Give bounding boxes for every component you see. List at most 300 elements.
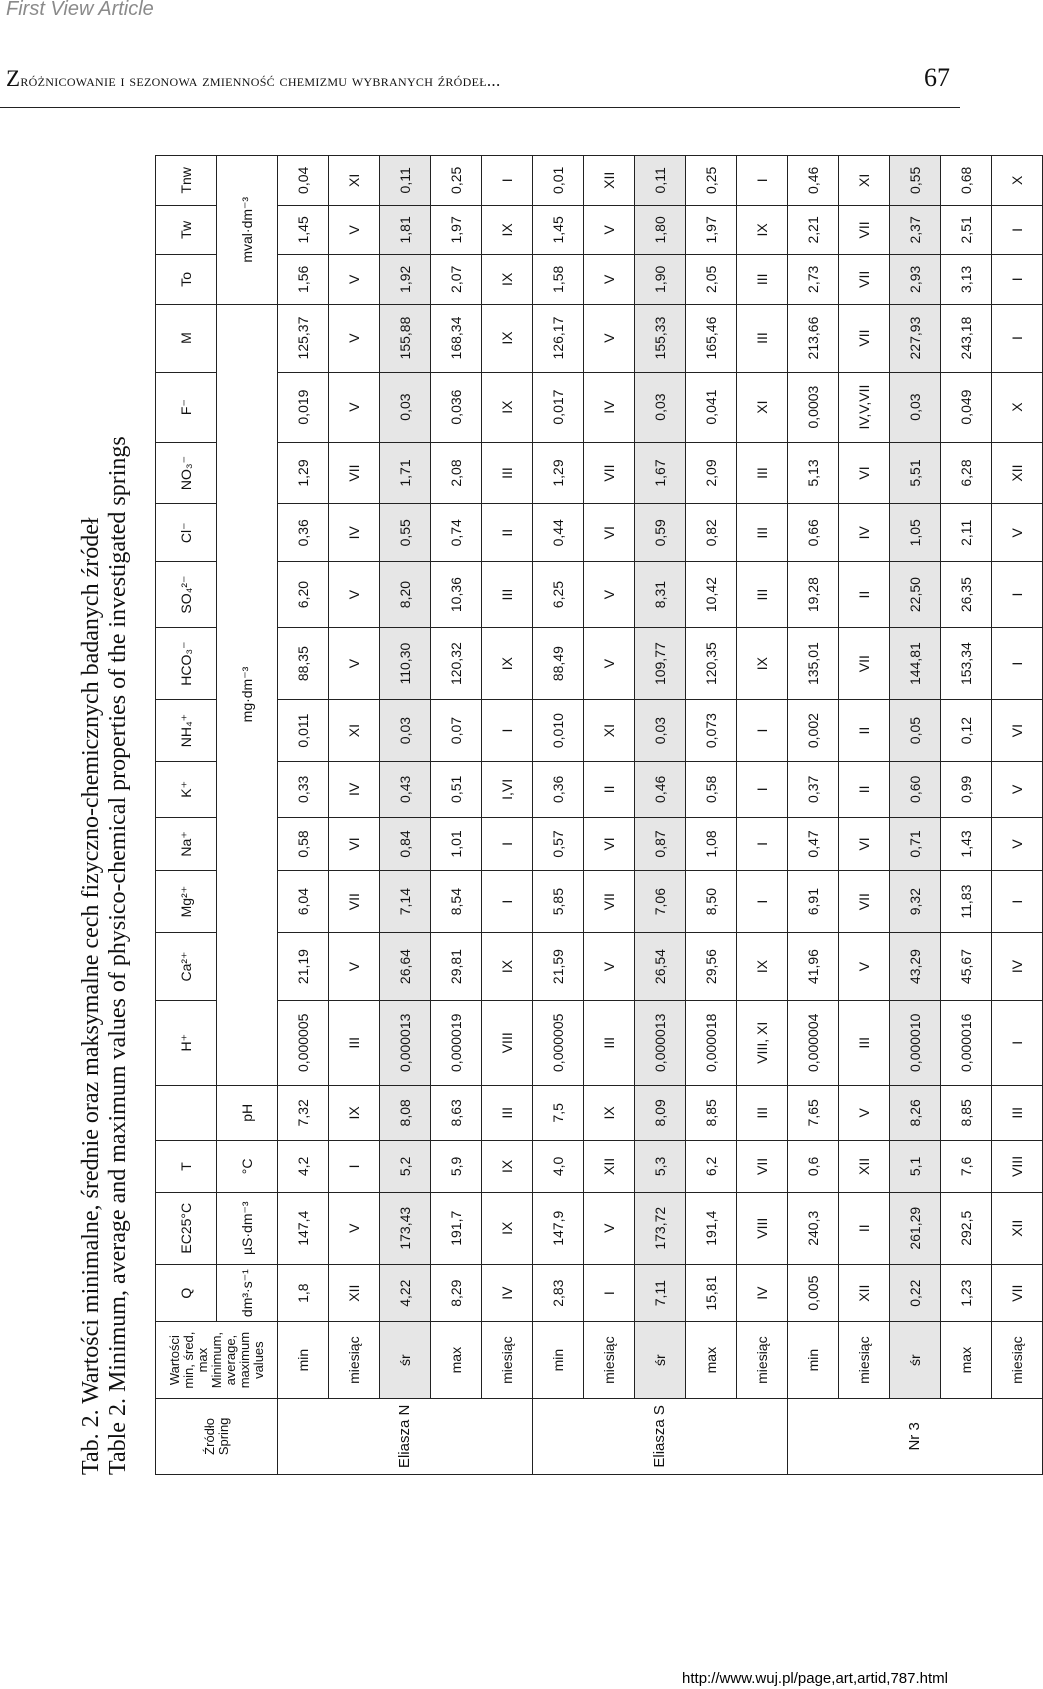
table-cell: I <box>992 205 1043 254</box>
table-cell: I <box>992 304 1043 372</box>
table-cell: 0,11 <box>380 156 431 206</box>
unit-q: dm³·s⁻¹ <box>217 1264 278 1322</box>
table-cell: XI <box>737 372 788 442</box>
table-cell: 6,04 <box>278 871 329 933</box>
table-cell: XII <box>992 1192 1043 1264</box>
table-cell: IV <box>992 933 1043 1001</box>
table-cell: 29,56 <box>686 933 737 1001</box>
table-cell: III <box>737 504 788 562</box>
table-cell: IV <box>482 1264 533 1322</box>
table-cell: 8,63 <box>431 1085 482 1141</box>
header-col-18: Tnw <box>156 156 217 206</box>
table-cell: 8,20 <box>380 562 431 628</box>
spring-name: Nr 3 <box>788 1398 1043 1474</box>
table-cell: 8,08 <box>380 1085 431 1141</box>
table-cell: III <box>737 442 788 504</box>
table-cell: IX <box>584 1085 635 1141</box>
table-cell: 0,37 <box>788 762 839 818</box>
table-cell: 15,81 <box>686 1264 737 1322</box>
table-cell: III <box>737 1085 788 1141</box>
table-cell: 0,05 <box>890 700 941 762</box>
table-cell: 9,32 <box>890 871 941 933</box>
table-cell: 8,09 <box>635 1085 686 1141</box>
table-cell: 0,60 <box>890 762 941 818</box>
table-cell: 110,30 <box>380 628 431 700</box>
table-cell: 155,33 <box>635 304 686 372</box>
header-col-0: Q <box>156 1264 217 1322</box>
table-cell: VII <box>839 628 890 700</box>
table-cell: XI <box>839 156 890 206</box>
table-cell: I <box>482 156 533 206</box>
table-cell: 88,49 <box>533 628 584 700</box>
header-col-17: Tw <box>156 205 217 254</box>
table-cell: 1,71 <box>380 442 431 504</box>
table-cell: 8,54 <box>431 871 482 933</box>
table-cell: 2,11 <box>941 504 992 562</box>
physico-chemical-table <box>155 155 1043 1475</box>
table-cell: IX <box>482 205 533 254</box>
table-cell: 120,32 <box>431 628 482 700</box>
header-col-15: M <box>156 304 217 372</box>
table-cell: 5,85 <box>533 871 584 933</box>
table-cell: 0,11 <box>635 156 686 206</box>
table-cell: I <box>737 762 788 818</box>
table-row <box>992 156 1043 1475</box>
header-col-10: HCO₃⁻ <box>156 628 217 700</box>
table-cell: 0,57 <box>533 817 584 871</box>
table-cell: 1,01 <box>431 817 482 871</box>
running-head-title: różnicowanie i sezonowa zmienność chemizmu wybranych źródeł... <box>20 71 501 90</box>
table-cell: XI <box>584 700 635 762</box>
table-cell: 147,4 <box>278 1192 329 1264</box>
table-cell: 1,29 <box>533 442 584 504</box>
table-cell: IV <box>329 762 380 818</box>
table-cell: 0,58 <box>278 817 329 871</box>
table-cell: 0,71 <box>890 817 941 871</box>
table-cell: 21,59 <box>533 933 584 1001</box>
table-cell: 191,7 <box>431 1192 482 1264</box>
table-cell: 6,91 <box>788 871 839 933</box>
table-cell: IX <box>482 304 533 372</box>
table-cell: 0,44 <box>533 504 584 562</box>
table-cell: I <box>737 156 788 206</box>
table-cell: 7,5 <box>533 1085 584 1141</box>
table-cell: V <box>992 504 1043 562</box>
table-row <box>635 156 686 1475</box>
table-cell: 0,041 <box>686 372 737 442</box>
table-cell: 1,92 <box>380 255 431 304</box>
table-cell: 0,03 <box>635 700 686 762</box>
table-cell: 0,000019 <box>431 1001 482 1085</box>
table-cell: 1,58 <box>533 255 584 304</box>
table-cell: III <box>737 255 788 304</box>
table-cell: V <box>584 562 635 628</box>
table-cell: 168,34 <box>431 304 482 372</box>
header-col-6: Mg²⁺ <box>156 871 217 933</box>
table-cell: 243,18 <box>941 304 992 372</box>
header-col-2: T <box>156 1141 217 1193</box>
table-cell: 0,010 <box>533 700 584 762</box>
table-row <box>686 156 737 1475</box>
table-cell: 0,55 <box>890 156 941 206</box>
caption-english: Table 2. Minimum, average and maximum values of physico-chemical properties of the investigated springs <box>105 436 131 1475</box>
table-cell: IX <box>329 1085 380 1141</box>
table-row <box>431 156 482 1475</box>
table-cell: 2,51 <box>941 205 992 254</box>
table-cell: 0,84 <box>380 817 431 871</box>
table-cell: 8,31 <box>635 562 686 628</box>
table-cell: 0,049 <box>941 372 992 442</box>
table-cell: XI <box>329 156 380 206</box>
spring-name: Eliasza N <box>278 1398 533 1474</box>
table-cell: 0,59 <box>635 504 686 562</box>
table-cell: IV <box>329 504 380 562</box>
table-row <box>941 156 992 1475</box>
table-cell: V <box>329 255 380 304</box>
header-rule <box>0 107 960 108</box>
table-cell: VI <box>839 442 890 504</box>
table-row <box>380 156 431 1475</box>
table-cell: 4,0 <box>533 1141 584 1193</box>
stat-label: miesiąc <box>329 1322 380 1398</box>
header-col-7: Na⁺ <box>156 817 217 871</box>
table-cell: 0,011 <box>278 700 329 762</box>
table-cell: 7,65 <box>788 1085 839 1141</box>
table-cell: 8,26 <box>890 1085 941 1141</box>
header-col-3 <box>156 1085 217 1141</box>
table-cell: 240,3 <box>788 1192 839 1264</box>
table-cell: 0,6 <box>788 1141 839 1193</box>
table-cell: II <box>482 504 533 562</box>
table-cell: I <box>482 700 533 762</box>
table-cell: 144,81 <box>890 628 941 700</box>
table-cell: 0,03 <box>890 372 941 442</box>
table-row <box>839 156 890 1475</box>
table-cell: 2,07 <box>431 255 482 304</box>
table-cell: 6,2 <box>686 1141 737 1193</box>
table-cell: 0,36 <box>278 504 329 562</box>
table-cell: I <box>737 817 788 871</box>
table-cell: III <box>482 442 533 504</box>
table-cell: 4,22 <box>380 1264 431 1322</box>
table-cell: 8,85 <box>941 1085 992 1141</box>
table-cell: IV,V,VII <box>839 372 890 442</box>
stat-label: max <box>941 1322 992 1398</box>
table-cell: IV <box>737 1264 788 1322</box>
table-cell: I <box>737 700 788 762</box>
table-cell: 0,03 <box>635 372 686 442</box>
table-cell: 0,03 <box>380 372 431 442</box>
table-cell: 0,005 <box>788 1264 839 1322</box>
table-cell: II <box>839 762 890 818</box>
table-cell: 2,37 <box>890 205 941 254</box>
table-cell: VI <box>584 817 635 871</box>
table-cell: 2,93 <box>890 255 941 304</box>
table-cell: 1,81 <box>380 205 431 254</box>
table-cell: 8,50 <box>686 871 737 933</box>
table-cell: 3,13 <box>941 255 992 304</box>
table-cell: 1,08 <box>686 817 737 871</box>
footer-url: http://www.wuj.pl/page,art,artid,787.html <box>682 1670 948 1687</box>
table-row <box>890 156 941 1475</box>
table-cell: 0,000013 <box>380 1001 431 1085</box>
table-cell: 1,90 <box>635 255 686 304</box>
table-cell: IX <box>737 628 788 700</box>
table-caption <box>78 155 132 1475</box>
table-cell: IX <box>737 933 788 1001</box>
table-cell: 147,9 <box>533 1192 584 1264</box>
table-cell: V <box>992 817 1043 871</box>
table-cell: 8,85 <box>686 1085 737 1141</box>
table-cell: XII <box>992 442 1043 504</box>
unit-mval: mval·dm⁻³ <box>217 156 278 305</box>
table-cell: 21,19 <box>278 933 329 1001</box>
table-cell: III <box>737 562 788 628</box>
table-cell: 0,46 <box>635 762 686 818</box>
unit-t: °C <box>217 1141 278 1193</box>
table-cell: 29,81 <box>431 933 482 1001</box>
table-cell: VII <box>839 304 890 372</box>
table-cell: VI <box>584 504 635 562</box>
table-cell: 2,05 <box>686 255 737 304</box>
stat-label: miesiąc <box>992 1322 1043 1398</box>
stat-label: miesiąc <box>482 1322 533 1398</box>
table-cell: V <box>329 372 380 442</box>
header-col-1: EC25°C <box>156 1192 217 1264</box>
table-cell: 109,77 <box>635 628 686 700</box>
table-cell: 43,29 <box>890 933 941 1001</box>
table-cell: 5,3 <box>635 1141 686 1193</box>
table-cell: V <box>329 1192 380 1264</box>
table-row <box>788 156 839 1475</box>
header-col-8: K⁺ <box>156 762 217 818</box>
table-row <box>329 156 380 1475</box>
table-row <box>584 156 635 1475</box>
table-cell: 0,036 <box>431 372 482 442</box>
table-cell: 0,25 <box>686 156 737 206</box>
table-cell: IX <box>482 1141 533 1193</box>
table-cell: I <box>992 562 1043 628</box>
table-cell: V <box>329 304 380 372</box>
table-cell: VII <box>329 442 380 504</box>
table-cell: 10,42 <box>686 562 737 628</box>
table-cell: 126,17 <box>533 304 584 372</box>
stat-label: śr <box>890 1322 941 1398</box>
stat-label: miesiąc <box>839 1322 890 1398</box>
table-cell: 1,56 <box>278 255 329 304</box>
header-row-labels <box>156 156 217 1475</box>
table-cell: X <box>992 372 1043 442</box>
table-cell: 6,28 <box>941 442 992 504</box>
table-cell: VII <box>992 1264 1043 1322</box>
table-cell: 6,20 <box>278 562 329 628</box>
table-cell: 45,67 <box>941 933 992 1001</box>
table-cell: 7,32 <box>278 1085 329 1141</box>
table-cell: V <box>584 628 635 700</box>
table-cell: 0,12 <box>941 700 992 762</box>
table-cell: 173,72 <box>635 1192 686 1264</box>
page-number: 67 <box>924 63 950 92</box>
header-stat: Wartości min, śred, max Minimum, average, maximum values <box>156 1322 278 1398</box>
table-cell: 0,33 <box>278 762 329 818</box>
table-cell: 2,09 <box>686 442 737 504</box>
table-cell: I <box>482 871 533 933</box>
table-cell: V <box>992 762 1043 818</box>
table-cell: VII <box>584 871 635 933</box>
table-cell: 0,74 <box>431 504 482 562</box>
table-cell: XII <box>584 1141 635 1193</box>
table-cell: VIII, XI <box>737 1001 788 1085</box>
table-cell: 1,29 <box>278 442 329 504</box>
table-cell: 0,68 <box>941 156 992 206</box>
stat-label: śr <box>380 1322 431 1398</box>
table-cell: I <box>992 255 1043 304</box>
table-cell: 4,2 <box>278 1141 329 1193</box>
table-cell: III <box>482 562 533 628</box>
table-cell: VII <box>839 255 890 304</box>
table-cell: 0,0003 <box>788 372 839 442</box>
header-col-13: NO₃⁻ <box>156 442 217 504</box>
table-cell: VIII <box>992 1141 1043 1193</box>
table-cell: 165,46 <box>686 304 737 372</box>
table-cell: 26,54 <box>635 933 686 1001</box>
table-cell: 0,04 <box>278 156 329 206</box>
table-cell: VII <box>839 871 890 933</box>
table-cell: 0,66 <box>788 504 839 562</box>
table-cell: IX <box>482 628 533 700</box>
table-cell: VIII <box>737 1192 788 1264</box>
table-cell: 1,45 <box>278 205 329 254</box>
table-cell: 26,64 <box>380 933 431 1001</box>
table-cell: I,VI <box>482 762 533 818</box>
table-cell: 0,01 <box>533 156 584 206</box>
table-cell: I <box>584 1264 635 1322</box>
table-cell: 0,019 <box>278 372 329 442</box>
rotated-table-block <box>78 155 1025 1475</box>
table-cell: 7,11 <box>635 1264 686 1322</box>
table-cell: VI <box>839 817 890 871</box>
table-cell: V <box>584 304 635 372</box>
table-cell: XI <box>329 700 380 762</box>
table-cell: 125,37 <box>278 304 329 372</box>
running-head-initial: Z <box>6 66 21 91</box>
unit-mg: mg·dm⁻³ <box>217 304 278 1085</box>
table-cell: 0,03 <box>380 700 431 762</box>
table-cell: 1,97 <box>686 205 737 254</box>
header-col-16: To <box>156 255 217 304</box>
header-col-11: SO₄²⁻ <box>156 562 217 628</box>
table-row <box>737 156 788 1475</box>
table-cell: VI <box>329 817 380 871</box>
table-cell: 0,82 <box>686 504 737 562</box>
table-cell: 0,000018 <box>686 1001 737 1085</box>
table-cell: II <box>839 1192 890 1264</box>
header-col-9: NH₄⁺ <box>156 700 217 762</box>
table-cell: I <box>737 871 788 933</box>
table-cell: 6,25 <box>533 562 584 628</box>
table-cell: III <box>839 1001 890 1085</box>
table-cell: 227,93 <box>890 304 941 372</box>
table-cell: VII <box>584 442 635 504</box>
table-cell: 41,96 <box>788 933 839 1001</box>
table-cell: I <box>992 628 1043 700</box>
table-cell: 153,34 <box>941 628 992 700</box>
table-cell: VII <box>737 1141 788 1193</box>
table-row <box>533 156 584 1475</box>
table-cell: 1,43 <box>941 817 992 871</box>
header-col-5: Ca²⁺ <box>156 933 217 1001</box>
table-cell: XII <box>839 1141 890 1193</box>
stat-label: min <box>278 1322 329 1398</box>
table-row <box>278 156 329 1475</box>
table-cell: 155,88 <box>380 304 431 372</box>
table-cell: 292,5 <box>941 1192 992 1264</box>
table-cell: V <box>839 933 890 1001</box>
table-cell: 173,43 <box>380 1192 431 1264</box>
table-cell: V <box>584 933 635 1001</box>
table-cell: 0,36 <box>533 762 584 818</box>
table-cell: 0,000013 <box>635 1001 686 1085</box>
table-cell: 2,08 <box>431 442 482 504</box>
table-cell: 0,000010 <box>890 1001 941 1085</box>
table-cell: I <box>992 871 1043 933</box>
table-cell: 0,47 <box>788 817 839 871</box>
table-cell: III <box>737 304 788 372</box>
caption-polish: Tab. 2. Wartości minimalne, średnie oraz maksymalne cech fizyczno-chemicznych badanych źródeł <box>78 517 104 1475</box>
spring-name: Eliasza S <box>533 1398 788 1474</box>
table-cell: 88,35 <box>278 628 329 700</box>
table-cell: I <box>329 1141 380 1193</box>
table-cell: IX <box>737 205 788 254</box>
table-cell: 191,4 <box>686 1192 737 1264</box>
table-cell: 5,9 <box>431 1141 482 1193</box>
table-cell: 0,43 <box>380 762 431 818</box>
table-cell: XII <box>584 156 635 206</box>
table-cell: 0,25 <box>431 156 482 206</box>
stat-label: max <box>431 1322 482 1398</box>
table-cell: II <box>839 562 890 628</box>
table-cell: 135,01 <box>788 628 839 700</box>
table-cell: V <box>329 933 380 1001</box>
table-cell: 1,23 <box>941 1264 992 1322</box>
table-cell: V <box>584 1192 635 1264</box>
table-cell: 11,83 <box>941 871 992 933</box>
table-cell: III <box>584 1001 635 1085</box>
table-cell: 22,50 <box>890 562 941 628</box>
table-cell: 1,67 <box>635 442 686 504</box>
table-cell: III <box>329 1001 380 1085</box>
table-cell: 0,55 <box>380 504 431 562</box>
table-cell: XII <box>839 1264 890 1322</box>
table-cell: 2,83 <box>533 1264 584 1322</box>
table-cell: 7,06 <box>635 871 686 933</box>
table-cell: 5,13 <box>788 442 839 504</box>
table-cell: 120,35 <box>686 628 737 700</box>
header-spring: Źródło Spring <box>156 1398 278 1474</box>
table-cell: 0,46 <box>788 156 839 206</box>
table-cell: 0,017 <box>533 372 584 442</box>
table-cell: 0,07 <box>431 700 482 762</box>
table-cell: 1,80 <box>635 205 686 254</box>
table-cell: 213,66 <box>788 304 839 372</box>
table-cell: 0,000016 <box>941 1001 992 1085</box>
table-cell: 2,21 <box>788 205 839 254</box>
table-cell: IX <box>482 933 533 1001</box>
table-cell: V <box>329 628 380 700</box>
table-cell: 0,000005 <box>533 1001 584 1085</box>
table-cell: 8,29 <box>431 1264 482 1322</box>
running-head <box>6 66 501 92</box>
